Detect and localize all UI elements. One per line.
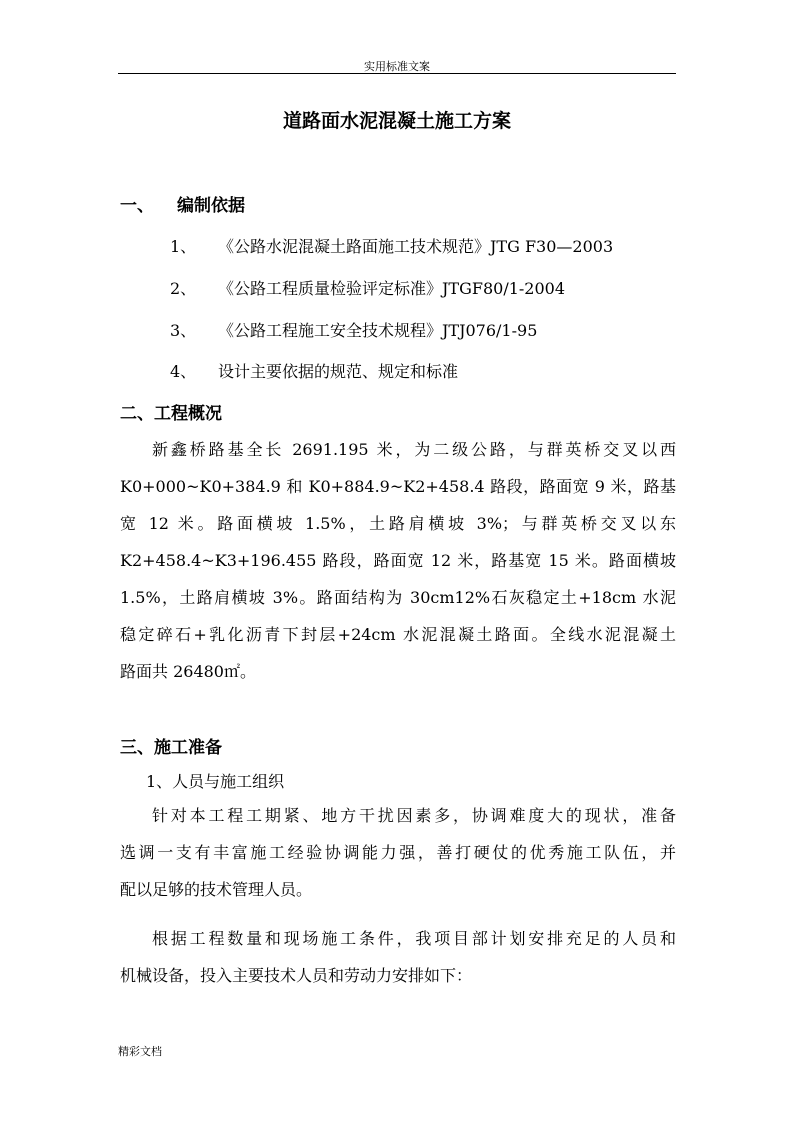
header-divider: [118, 73, 676, 74]
reference-item-2-text: 《公路工程质量检验评定标准》JTGF80/1-2004: [218, 279, 566, 298]
paragraph-line: 根据工程数量和现场施工条件，我项目部计划安排充足的人员和: [152, 929, 676, 948]
section3-paragraph-2: [120, 920, 676, 994]
paragraph-line: 路面共 26480㎡。: [120, 662, 256, 681]
reference-item-3-text: 《公路工程施工安全技术规程》JTJ076/1-95: [218, 321, 538, 340]
reference-item-1-text: 《公路水泥混凝土路面施工技术规范》JTG F30—2003: [218, 237, 614, 256]
paragraph-line: 宽 12 米。路面横坡 1.5%，土路肩横坡 3%；与群英桥交叉以东: [120, 514, 676, 533]
reference-item-4-number: 4、: [170, 362, 197, 381]
section2-paragraph: [120, 431, 676, 690]
paragraph-line: 机械设备，投入主要技术人员和劳动力安排如下：: [120, 966, 473, 985]
section3-heading: 三、施工准备: [120, 738, 222, 758]
subsection-heading: 1、人员与施工组织: [146, 772, 285, 791]
paragraph-line: 针对本工程工期紧、地方干扰因素多，协调难度大的现状，准备: [152, 806, 676, 825]
paragraph-line: 配以足够的技术管理人员。: [120, 880, 313, 899]
reference-item-2-number: 2、: [170, 279, 197, 298]
section1-number: 一、: [120, 196, 154, 216]
paragraph-line: 选调一支有丰富施工经验协调能力强，善打硬仗的优秀施工队伍，并: [120, 843, 676, 862]
section2-heading: 二、工程概况: [120, 404, 222, 424]
reference-item-3-number: 3、: [170, 321, 197, 340]
section3-paragraph-1: [120, 797, 676, 908]
paragraph-line: 新鑫桥路基全长 2691.195 米，为二级公路，与群英桥交叉以西: [152, 440, 676, 459]
page-header: 实用标准文案: [364, 60, 430, 73]
paragraph-line: K2+458.4~K3+196.455 路段，路面宽 12 米，路基宽 15 米。路面横坡: [120, 551, 676, 570]
paragraph-line: 稳定碎石+乳化沥青下封层+24cm 水泥混凝土路面。全线水泥混凝土: [120, 625, 676, 644]
page-footer: 精彩文档: [118, 1045, 162, 1058]
reference-item-1-number: 1、: [170, 237, 197, 256]
reference-item-4-text: 设计主要依据的规范、规定和标准: [218, 362, 459, 381]
paragraph-line: K0+000~K0+384.9 和 K0+884.9~K2+458.4 路段，路面宽 9 米，路基: [120, 477, 676, 496]
paragraph-line: 1.5%，土路肩横坡 3%。路面结构为 30cm12%石灰稳定土+18cm 水泥: [120, 588, 676, 607]
section1-heading: 编制依据: [177, 196, 245, 216]
document-title: 道路面水泥混凝土施工方案: [282, 110, 511, 132]
